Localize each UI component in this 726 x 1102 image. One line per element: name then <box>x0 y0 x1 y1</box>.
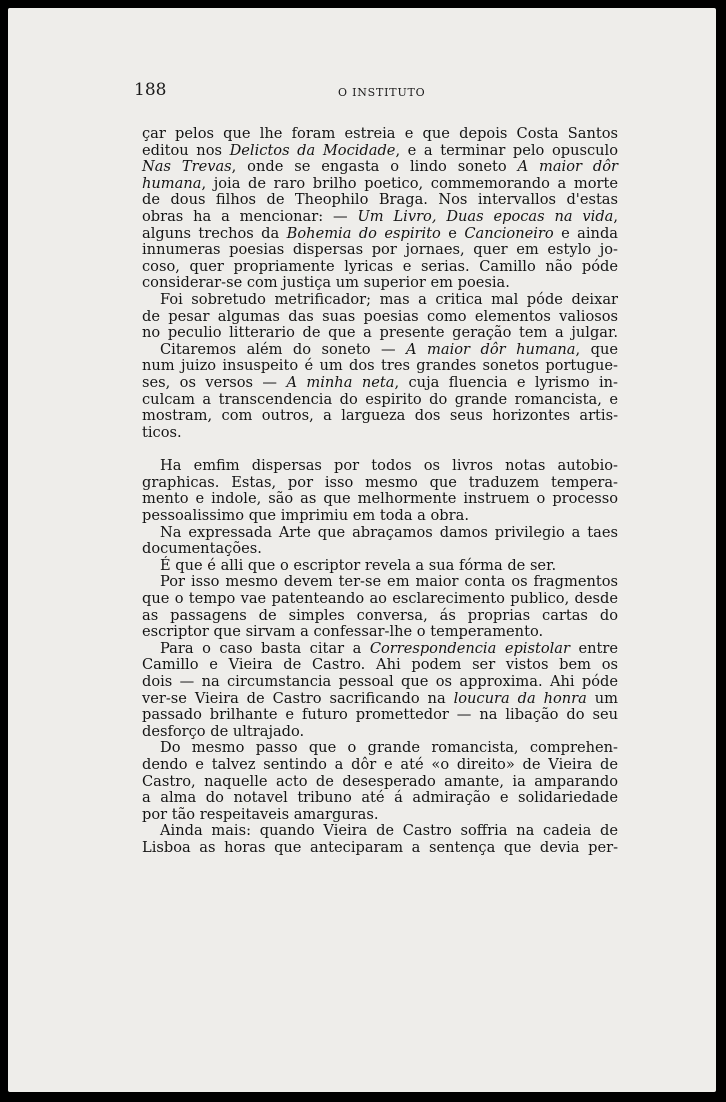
text-line: çar pelos que lhe foram estreia e que depois Costa Santos <box>142 125 618 142</box>
text-line: humana, joia de raro brilho poetico, commemorando a morte <box>142 174 618 192</box>
text-line: Foi sobretudo metrificador; mas a critica mal póde deixar <box>160 290 618 308</box>
text-line: Castro, naquelle acto de desesperado amante, ia amparando <box>142 772 618 790</box>
text-line: obras ha a mencionar: — Um Livro, Duas epocas na vida, <box>142 207 618 225</box>
text-line: ver-se Vieira de Castro sacrificando na loucura da honra um <box>142 689 618 707</box>
text-line: innumeras poesias dispersas por jornaes, quer em estylo jo- <box>142 241 618 259</box>
text-line: mostram, com outros, a largueza dos seus horizontes artis- <box>142 407 618 425</box>
paragraph <box>142 740 618 823</box>
paragraph <box>142 126 618 292</box>
text-line: Ainda mais: quando Vieira de Castro soffria na cadeia de <box>160 822 618 840</box>
text-line: que o tempo vae patenteando ao esclarecimento publico, desde <box>142 590 618 608</box>
text-line: Para o caso basta citar a Correspondencia epistolar entre <box>160 639 618 657</box>
text-line: a alma do notavel tribuno até á admiração e solidariedade <box>142 789 618 807</box>
text-line: Camillo e Vieira de Castro. Ahi podem ser vistos bem os <box>142 656 618 674</box>
text-line: as passagens de simples conversa, ás proprias cartas do <box>142 606 618 624</box>
text-line: coso, quer propriamente lyricas e serias. Camillo não póde <box>142 257 618 275</box>
paragraph <box>142 574 618 640</box>
text-line: mento e indole, são as que melhormente instruem o processo <box>142 490 618 508</box>
text-line: passado brilhante e futuro promettedor — na libação do seu <box>142 706 618 724</box>
text-line: Por isso mesmo devem ter-se em maior conta os fragmentos <box>160 573 618 591</box>
text-line: Lisboa as horas que anteciparam a sentença que devia per- <box>142 838 618 856</box>
text-line: Na expressada Arte que abraçamos damos privilegio a taes <box>160 523 618 541</box>
text-line: graphicas. Estas, por isso mesmo que traduzem tempera- <box>142 473 618 491</box>
page-number: 188 <box>134 80 167 100</box>
text-line: Do mesmo passo que o grande romancista, comprehen- <box>160 739 618 757</box>
text-line: dois — na circumstancia pessoal que os approxima. Ahi póde <box>142 673 618 690</box>
text-line: dendo e talvez sentindo a dôr e até «o direito» de Vieira de <box>142 755 618 773</box>
paragraph <box>142 458 618 524</box>
text-line: culcam a transcendencia do espirito do grande romancista, e <box>142 390 618 408</box>
text-line: É que é alli que o escriptor revela a sua fórma de ser. <box>160 556 557 574</box>
running-head: O INSTITUTO <box>338 86 426 99</box>
text-line: Nas Trevas, onde se engasta o lindo soneto A maior dôr <box>142 158 618 176</box>
text-line: escriptor que sirvam a confessar-lhe o temperamento. <box>142 623 544 641</box>
page-header <box>134 80 614 104</box>
text-line: por tão respeitaveis amarguras. <box>142 805 379 823</box>
body-text <box>142 126 618 857</box>
text-line: documentações. <box>142 540 262 558</box>
paragraph <box>142 292 618 342</box>
paragraph <box>142 525 618 558</box>
text-line <box>142 143 618 160</box>
text-line: alguns trechos da Bohemia do espirito e Cancioneiro e ainda <box>142 224 618 242</box>
text-line: ticos. <box>142 423 182 441</box>
text-line: pessoalissimo que imprimiu em toda a obra. <box>142 507 469 525</box>
text-line: num juizo insuspeito é um dos tres grandes sonetos portugue- <box>142 357 618 375</box>
paragraph <box>142 342 618 442</box>
text-line: Citaremos além do soneto — A maior dôr humana, que <box>160 340 619 358</box>
text-line: considerar-se com justiça um superior em poesia. <box>142 274 510 292</box>
text-line: de dous filhos de Theophilo Braga. Nos intervallos d'estas <box>142 191 618 209</box>
text-line-content: editou nos Delictos da Mocidade, e a terminar pelo opusculo <box>142 141 618 159</box>
paragraph <box>142 558 618 575</box>
text-line: desforço de ultrajado. <box>142 722 305 740</box>
text-line: de pesar algumas das suas poesias como elementos valiosos <box>142 307 618 325</box>
text-line: Ha emfim dispersas por todos os livros notas autobio- <box>160 457 618 475</box>
paragraph <box>142 823 618 856</box>
paragraph <box>142 641 618 741</box>
text-line: ses, os versos — A minha neta, cuja fluencia e lyrismo in- <box>142 373 618 391</box>
text-line: no peculio litterario de que a presente geração tem a julgar. <box>142 324 618 342</box>
